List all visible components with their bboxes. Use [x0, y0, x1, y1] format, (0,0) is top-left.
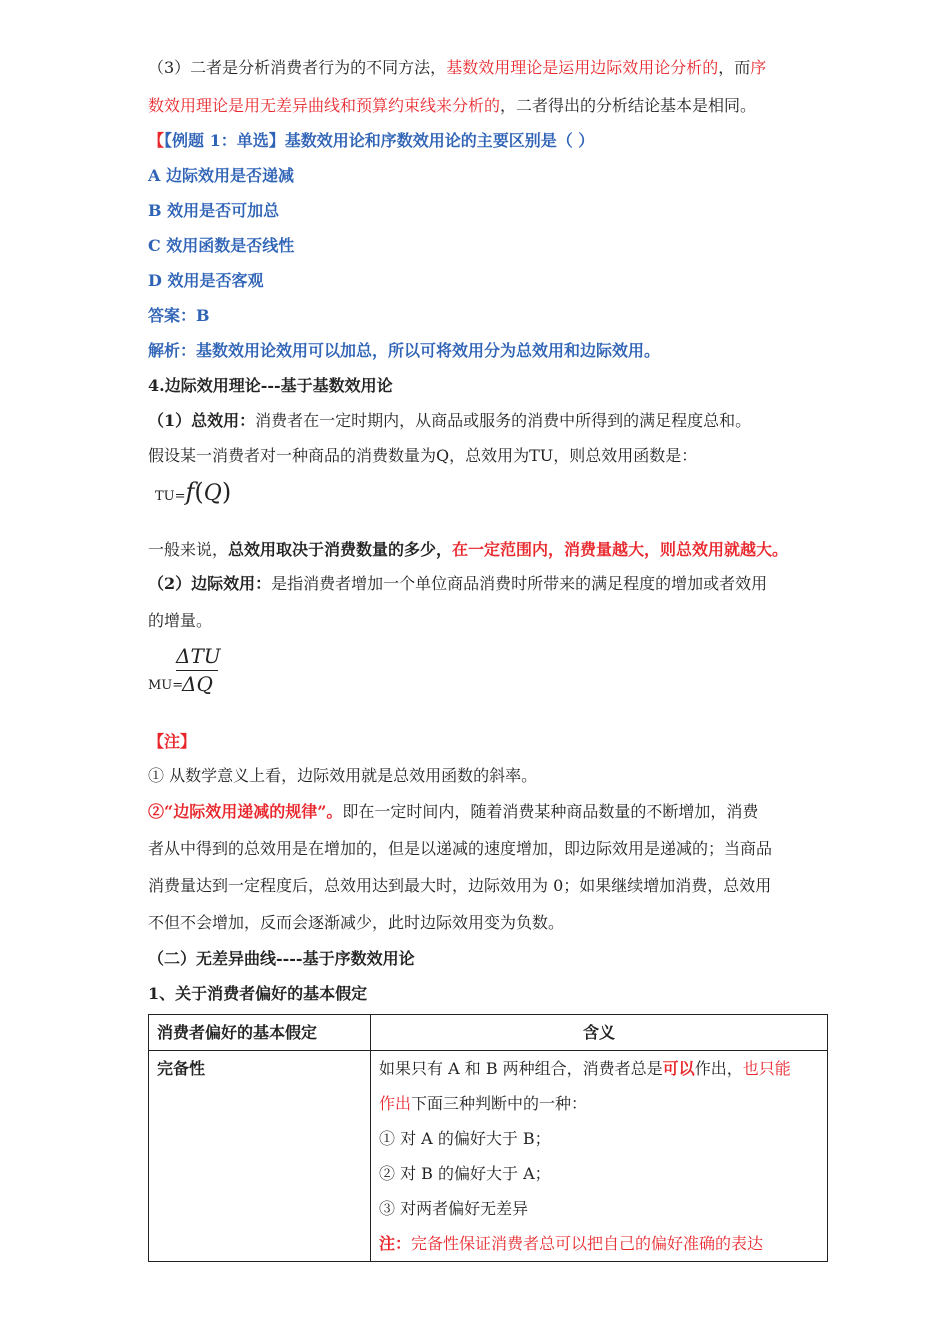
section2-title: （二）无差异曲线----基于序数效用论 [148, 949, 415, 968]
formula-tu-q: Q [203, 481, 222, 506]
general-text-c: 在一定范围内，消费量越大，则总效用就越大。 [452, 540, 789, 559]
formula-total-utility [155, 478, 231, 511]
completeness-line2: 作出下面三种判断中的一种： [379, 1094, 588, 1113]
table-header-assumption: 消费者偏好的基本假定 [149, 1015, 371, 1051]
para-3-text-b: 基数效用理论是运用边际效用论分析的 [446, 58, 719, 77]
formula-mu-numerator: ΔTU [176, 644, 221, 668]
marginal-utility-label: （2）边际效用： [148, 574, 272, 593]
formula-mu-prefix: MU= [148, 678, 184, 693]
total-utility-definition [148, 411, 751, 431]
total-utility-text: 消费者在一定时期内，从商品或服务的消费中所得到的满足程度总和。 [255, 411, 752, 430]
general-text-a: 一般来说， [148, 540, 229, 559]
table-cell-completeness-meaning [371, 1051, 828, 1262]
completeness-item-1: ① 对 A 的偏好大于 B； [379, 1129, 551, 1148]
completeness-line1: 如果只有 A 和 B 两种组合，消费者总是可以作出，也只能 [379, 1059, 791, 1078]
section2-subtitle: 1、关于消费者偏好的基本假定 [148, 984, 368, 1003]
completeness-item-2: ② 对 B 的偏好大于 A； [379, 1164, 551, 1183]
example-analysis: 解析：基数效用论效用可以加总，所以可将效用分为总效用和边际效用。 [148, 341, 661, 360]
note-item-2-text: 即在一定时间内，随着消费某种商品数量的不断增加，消费 [342, 802, 759, 821]
para-3-text-d: 序 [750, 58, 767, 77]
note-item-2-line2: 者从中得到的总效用是在增加的，但是以递减的速度增加，即边际效用是递减的；当商品 [148, 839, 773, 858]
formula-tu-close: ) [221, 478, 232, 506]
note-item-2-line1 [148, 802, 758, 822]
example-answer: 答案：B [148, 306, 210, 325]
general-text-b: 总效用取决于消费数量的多少， [228, 540, 453, 559]
table-header-meaning: 含义 [371, 1015, 828, 1051]
marginal-utility-text-1: 是指消费者增加一个单位商品消费时所带来的满足程度的增加或者效用 [271, 574, 768, 593]
para-3-text-e: 数效用理论是用无差异曲线和预算约束线来分析的 [148, 96, 501, 115]
para-3-line1 [148, 58, 766, 78]
example-option-c: C 效用函数是否线性 [148, 236, 295, 255]
completeness-note: 注：完备性保证消费者总可以把自己的偏好准确的表达 [379, 1234, 764, 1253]
total-utility-label: （1）总效用： [148, 411, 256, 430]
example-option-a: A 边际效用是否递减 [148, 166, 294, 185]
example-option-d: D 效用是否客观 [148, 271, 264, 290]
para-3-text-c: ，而 [718, 58, 751, 77]
section4-title: 4.边际效用理论---基于基数效用论 [148, 376, 393, 395]
table-header-row [149, 1015, 828, 1051]
note-item-2-line3: 消费量达到一定程度后，总效用达到最大时，边际效用为 0；如果继续增加消费，总效用 [148, 876, 772, 895]
table-row [149, 1051, 828, 1262]
example-title: 【【例题 1：单选】基数效用论和序数效用论的主要区别是（ ） [148, 131, 595, 150]
example-option-b: B 效用是否可加总 [148, 201, 280, 220]
completeness-item-3: ③ 对两者偏好无差异 [379, 1199, 529, 1218]
para-3-line2 [148, 96, 756, 116]
formula-tu-open: ( [194, 478, 204, 506]
formula-marginal-utility [148, 644, 248, 696]
note-item-1: ① 从数学意义上看，边际效用就是总效用函数的斜率。 [148, 766, 538, 785]
formula-tu-prefix: TU= [155, 489, 186, 504]
preference-assumptions-table [148, 1014, 828, 1262]
formula-tu-f: f [185, 478, 195, 506]
formula-mu-denominator: ΔQ [182, 672, 213, 696]
para-3-text-f: ，二者得出的分析结论基本是相同。 [500, 96, 757, 115]
para-3-text-a: （3）二者是分析消费者行为的不同方法， [148, 58, 447, 77]
example-title-text: 【例题 1：单选】基数效用论和序数效用论的主要区别是（ ） [164, 131, 595, 150]
table-cell-completeness: 完备性 [149, 1051, 371, 1262]
marginal-utility-definition [148, 574, 767, 594]
total-utility-assumption: 假设某一消费者对一种商品的消费数量为Q，总效用为TU，则总效用函数是： [148, 446, 698, 465]
marginal-utility-text-2: 的增量。 [148, 611, 213, 630]
note-title: 【注】 [148, 732, 197, 751]
note-item-2-highlight: ②“边际效用递减的规律”。 [148, 802, 343, 821]
note-item-2-line4: 不但不会增加，反而会逐渐减少，此时边际效用变为负数。 [148, 913, 565, 932]
general-statement [148, 540, 788, 560]
fraction-bar [176, 670, 218, 671]
